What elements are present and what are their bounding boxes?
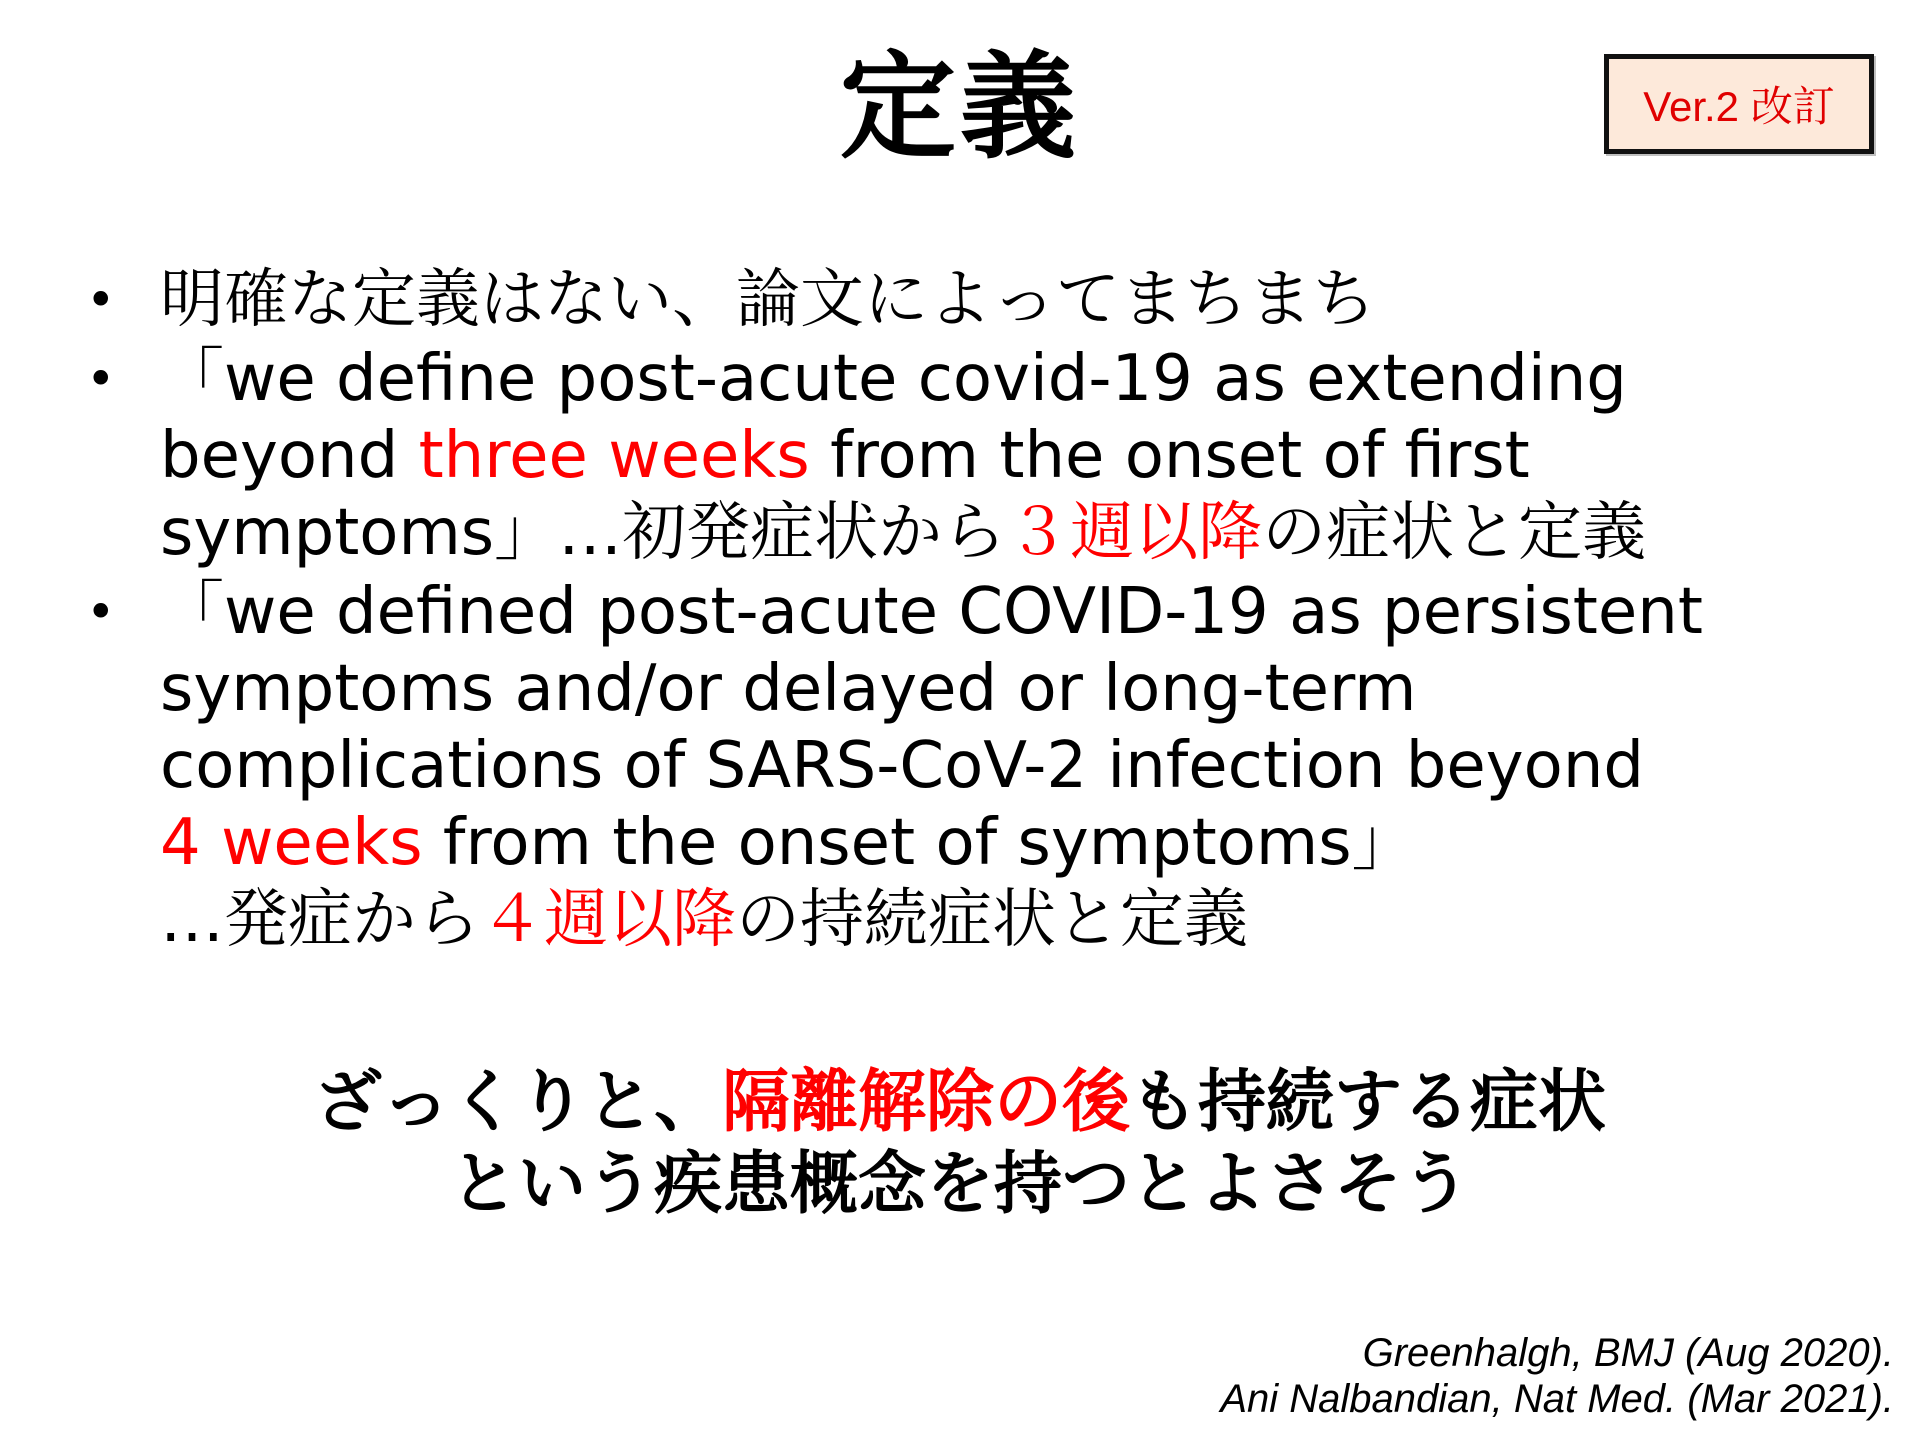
quote-text: …発症から	[160, 883, 480, 957]
bullet-list	[86, 262, 1886, 961]
bullet-marker: •	[86, 271, 116, 329]
conclusion-text-part: ざっくりと、	[313, 1063, 722, 1142]
quote-text: from the onset of symptoms」	[422, 806, 1416, 880]
conclusion-text-part: も持続する症状	[1130, 1063, 1607, 1142]
quote-text: の持続症状と定義	[736, 883, 1248, 957]
quote-text: from the onset of first	[809, 419, 1530, 493]
quote-text: beyond	[160, 419, 419, 493]
bullet-item-no-definition	[86, 262, 1886, 339]
bullet-marker: •	[86, 350, 116, 408]
bullet-text: 明確な定義はない、論文によってまちまち	[160, 263, 1376, 337]
version-badge	[1604, 54, 1874, 154]
highlight-4-weeks: 4 weeks	[160, 806, 423, 880]
quote-text: symptoms」…初発症状から	[160, 496, 1007, 570]
references	[1220, 1330, 1894, 1422]
slide-title: 定義	[840, 40, 1080, 175]
quote-line: 「we defined post-acute COVID-19 as persistent	[160, 575, 1703, 649]
reference-nalbandian: Ani Nalbandian, Nat Med. (Mar 2021).	[1220, 1377, 1894, 1421]
highlight-three-weeks: three weeks	[418, 419, 810, 493]
quote-line: complications of SARS-CoV-2 infection beyond	[160, 729, 1644, 803]
quote-line: 「we define post-acute covid-19 as extending	[160, 342, 1627, 416]
conclusion-text-part: という疾患概念を持つとよさそう	[449, 1145, 1470, 1224]
highlight-3-weeks-ja: ３週以降	[1006, 496, 1263, 570]
bullet-marker: •	[86, 583, 116, 641]
bullet-item-nalbandian-definition	[86, 574, 1886, 959]
version-badge-label: Ver.2 改訂	[1643, 83, 1835, 130]
quote-text: の症状と定義	[1262, 496, 1647, 570]
conclusion-text	[0, 1062, 1920, 1226]
reference-greenhalgh: Greenhalgh, BMJ (Aug 2020).	[1362, 1331, 1894, 1375]
bullet-item-greenhalgh-definition	[86, 341, 1886, 572]
highlight-4-weeks-ja: ４週以降	[480, 883, 736, 957]
highlight-after-isolation: 隔離解除の後	[721, 1063, 1130, 1142]
quote-line: symptoms and/or delayed or long-term	[160, 652, 1417, 726]
